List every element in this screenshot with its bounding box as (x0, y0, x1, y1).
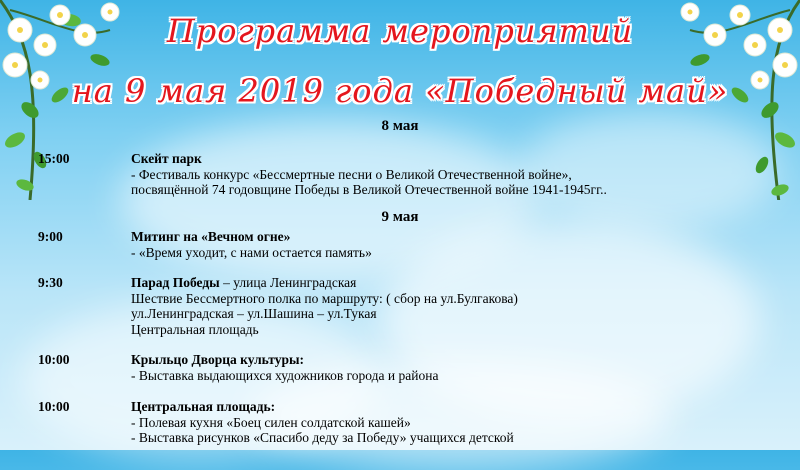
event-time: 9:30 (38, 275, 63, 290)
event-line: - Выставка выдающихся художников города и района (131, 367, 439, 383)
event-block (131, 229, 771, 260)
event-time: 9:00 (38, 229, 63, 244)
event-line: - Фестиваль конкурс «Бессмертные песни о Великой Отечественной войне», (131, 166, 572, 182)
event-line: ул.Ленинградская – ул.Шашина – ул.Тукая (131, 306, 377, 321)
event-block (131, 352, 771, 383)
day-heading-8-may: 8 мая (381, 118, 419, 134)
title-line-1: Программа мероприятий (166, 12, 634, 50)
event-line: - Выставка рисунков «Спасибо деду за Победу» учащихся детской (131, 430, 514, 445)
event-line: Шествие Бессмертного полка по маршруту: ( сбор на ул.Булгакова) (131, 290, 518, 306)
event-venue: Крыльцо Дворца культуры: (131, 352, 305, 367)
title-line-2: на 9 мая 2019 года «Победный май» (71, 72, 729, 110)
event-time: 10:00 (38, 352, 70, 367)
event-line: - Полевая кухня «Боец силен солдатской кашей» (131, 414, 411, 430)
event-line: Центральная площадь (131, 321, 259, 337)
event-block (131, 399, 771, 446)
event-time: 15:00 (38, 151, 70, 166)
day-heading-9-may: 9 мая (381, 209, 419, 225)
event-line: - «Время уходит, с нами остается память» (131, 244, 372, 260)
event-block (131, 275, 771, 337)
event-venue: Скейт парк (131, 151, 202, 166)
event-time: 10:00 (38, 399, 70, 414)
event-venue-detail: – улица Ленинградская (219, 275, 357, 290)
event-venue: Митинг на «Вечном огне» (131, 229, 291, 244)
event-block (131, 151, 771, 198)
event-venue: Парад Победы (131, 275, 220, 290)
event-venue: Центральная площадь: (131, 399, 276, 414)
event-line: посвящённой 74 годовщине Победы в Великой Отечественной войне 1941-1945гг.. (131, 182, 607, 197)
